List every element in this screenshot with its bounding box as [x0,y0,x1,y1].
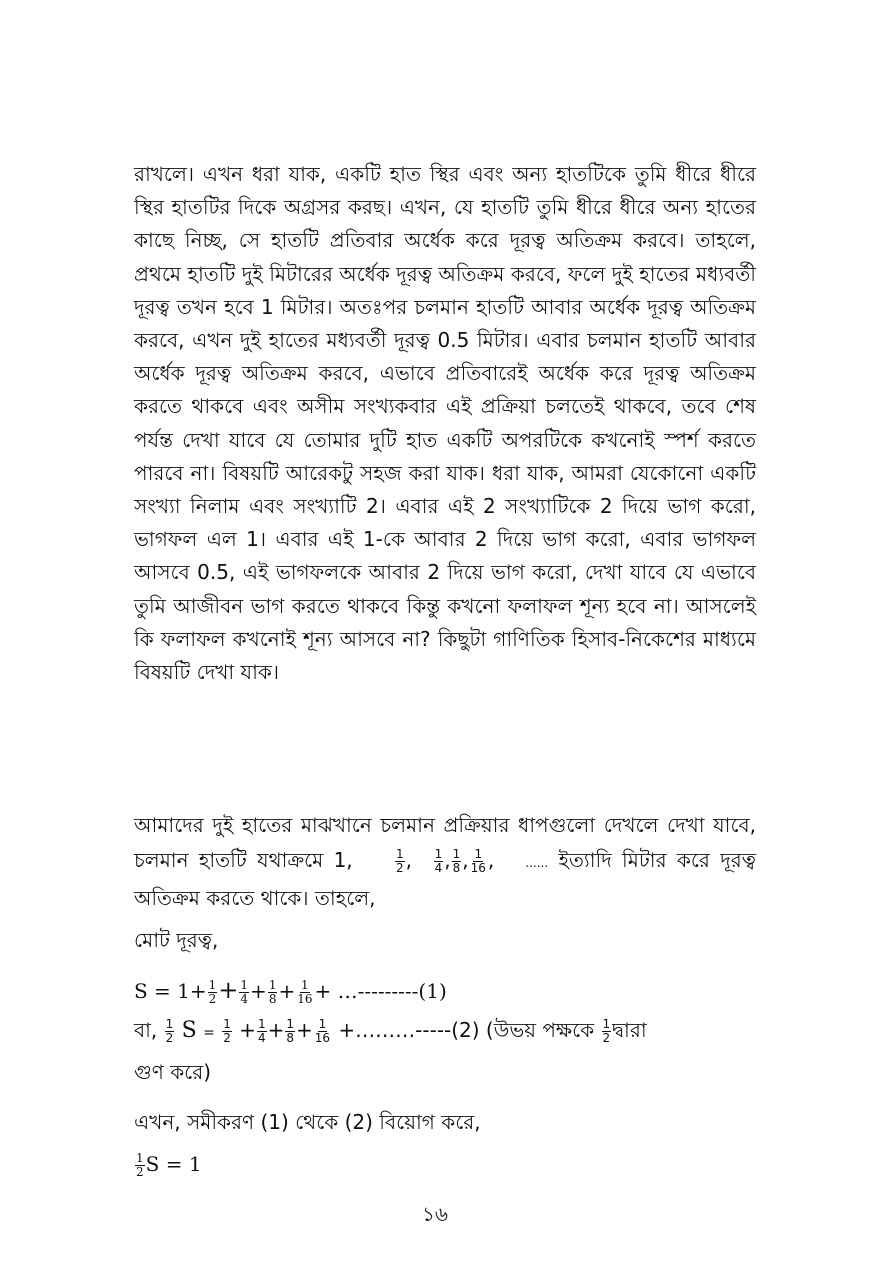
total-distance-label: মোট দূরত্ব, [134,928,219,952]
subtract-line: এখন, সমীকরণ (1) থেকে (2) বিয়োগ করে, [134,1110,481,1134]
eq2-prefix: বা, [134,1018,158,1042]
paragraph-2-text-a: আমাদের দুই হাতের মাঝখানে চলমান প্রক্রিয়ার ধাপগুলো দেখলে দেখা যাবে, চলমান হাতটি যথাক্রমে 1, [134,813,756,872]
eq2-suffix: দ্বারা [612,1018,647,1042]
equation-1: S = 1+ $\frac{1}{2}$ + $\frac{1}{4}$ + $\frac{1}{8}$ + $\frac{1}{16}$ + …---------(1) [134,976,447,1006]
paragraph-2-text-b: ইত্যাদি মিটার করে দূরত্ব অতিক্রম করতে থাকে। তাহলে, [134,848,756,910]
eq2-tail: +………-----(2) (উভয় পক্ষকে [338,1018,595,1042]
eq1-tail: + …---------(1) [314,979,447,1003]
result-equation: $\frac{1}{2}$ S = 1 [136,1151,202,1179]
equation-2: বা, $\frac{1}{2}$ S = $\frac{1}{2}$ + $\frac{1}{4}$ + $\frac{1}{8}$ + $\frac{1}{16}$ +………-----(2) (উভয় পক্ষকে $\frac{1}{2}$ দ্বারা [134,1017,647,1045]
fraction: $\frac{1}{2}$ [395,847,404,875]
body-paragraph-1: রাখলে। এখন ধরা যাক, একটি হাত স্থির এবং অন্য হাতটিকে তুমি ধীরে ধীরে স্থির হাতটির দিকে অগ্রসর করছ। এখন, যে হাতটি তুমি ধীরে ধীরে অন্য হাতের কাছে নিচ্ছ, সে হাতটি প্রতিবার অর্ধেক করে দূরত্ব অতিক্রম করবে। তাহলে, প্রথমে হাতটি দুই মিটারের অর্ধেক দূরত্ব অতিক্রম করবে, ফলে দুই হাতের মধ্যবর্তী দূরত্ব তখন হবে 1 মিটার। অতঃপর চলমান হাতটি আবার অর্ধেক দূরত্ব অতিক্রম করবে, এখন দুই হাতের মধ্যবর্তী দূরত্ব 0.5 মিটার। এবার চলমান হাতটি আবার অর্ধেক দূরত্ব অতিক্রম করবে, এভাবে প্রতিবারেই অর্ধেক করে দূরত্ব অতিক্রম করতে থাকবে এবং অসীম সংখ্যকবার এই প্রক্রিয়া চলতেই থাকবে, তবে শেষ পর্যন্ত দেখা যাবে যে তোমার দুটি হাত একটি অপরটিকে কখনোই স্পর্শ করতে পারবে না। বিষয়টি আরেকটু সহজ করা যাক। ধরা যাক, আমরা যেকোনো একটি সংখ্যা নিলাম এবং সংখ্যাটি 2। এবার এই 2 সংখ্যাটিকে 2 দিয়ে ভাগ করো, ভাগফল এল 1। এবার এই 1-কে আবার 2 দিয়ে ভাগ করো, এবার ভাগফল আসবে 0.5, এই ভাগফলকে আবার 2 দিয়ে ভাগ করো, দেখা যাবে যে এভাবে তুমি আজীবন ভাগ করতে থাকবে কিন্তু কখনো ফলাফল শূন্য হবে না। আসলেই কি ফলাফল কখনোই শূন্য আসবে না? কিছুটা গাণিতিক হিসাব-নিকেশের মাধ্যমে বিষয়টি দেখা যাক। [134,162,756,685]
body-paragraph-2: আমাদের দুই হাতের মাঝখানে চলমান প্রক্রিয়ার ধাপগুলো দেখলে দেখা যাবে, চলমান হাতটি যথাক্রমে 1, $\frac{1}{2}$ , $\frac{1}{4}$ , $\frac{1}{8}$ , $\frac{1}{16}$ , ...... ইত্যাদি মিটার করে দূরত্ব অতিক্রম করতে থাকে। তাহলে, [134,813,756,910]
page-number: ১৬ [422,1202,448,1226]
equation-2-continuation: গুণ করে) [134,1060,212,1084]
eq2-equals: = [203,1025,215,1041]
ellipsis: ...... [525,856,549,870]
eq2-s: S [181,1018,197,1043]
fraction: $\frac{1}{8}$ [452,847,461,875]
fraction: $\frac{1}{16}$ [470,847,486,875]
eq1-lhs: S = 1+ [134,979,207,1003]
fraction: $\frac{1}{4}$ [434,847,443,875]
result-rhs: S = 1 [145,1152,202,1176]
